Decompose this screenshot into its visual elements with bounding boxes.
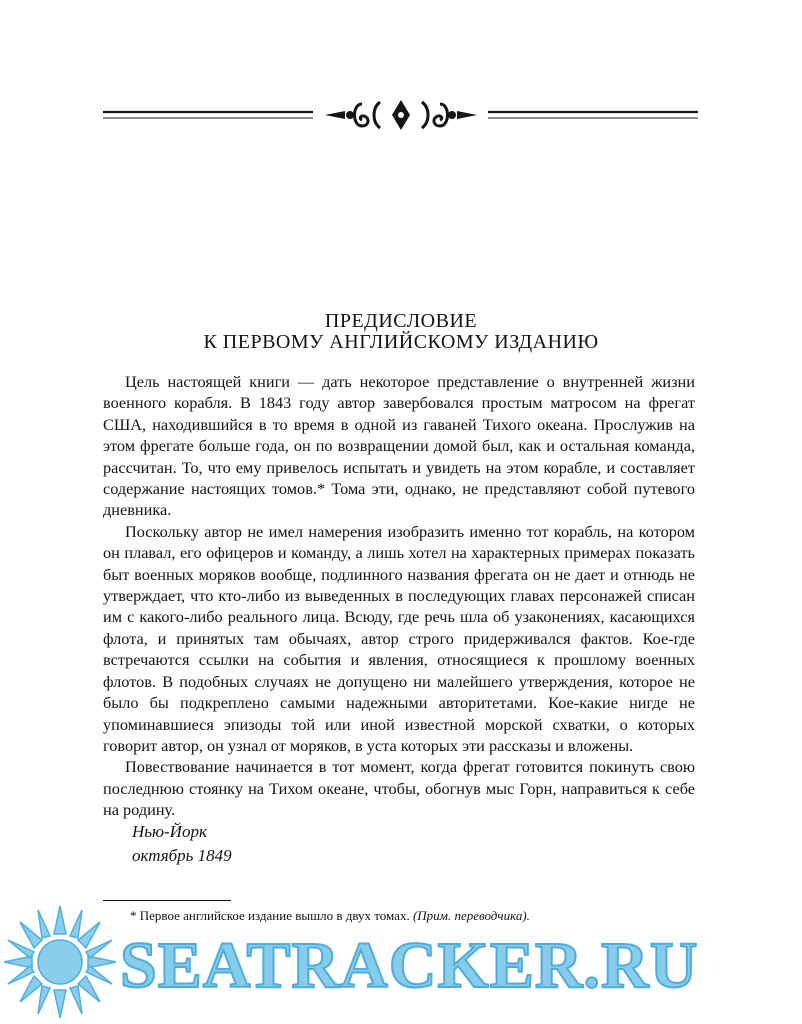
paragraph-2: Поскольку автор не имел намерения изобразить именно тот корабль, на котором он плавал, его офицеров и команду, а лишь хотел на характерных примерах показать быт военных моряков вообще, подлинного названия фрегата он не дает и отнюдь не утверждает, что кто-либо из выведенных в последующих главах персонажей списан им с какого-либо реального лица. Всюду, где речь шла об узаконениях, касающихся флота, и принятых там обычаях, автор строго придерживался фактов. Кое-где встречаются ссылки на события и явления, относящиеся к прошлому военных флотов. В подобных случаях не допущено ни малейшего утверждения, которое не было бы подкреплено самыми надежными авторитетами. Кое-какие нигде не упоминавшиеся эпизоды той или иной известной морской схватки, о которых говорит автор, он узнал от моряков, в уста которых эти рассказы и вложены.: [103, 521, 695, 755]
decorative-ornament: [0, 92, 802, 142]
signature-block: [132, 820, 232, 868]
signature-date: октябрь 1849: [132, 846, 232, 865]
signature-place: Нью-Йорк: [132, 822, 207, 841]
preface-body: [103, 371, 695, 821]
footnote-text: * Первое английское издание вышло в двух томах.: [130, 908, 410, 923]
paragraph-3: Повествование начинается в тот момент, когда фрегат готовится покинуть свою последнюю стоянку на Тихом океане, чтобы, обогнув мыс Горн, направиться к себе на родину.: [103, 757, 695, 820]
watermark-text: SEATRACKER.RU: [120, 929, 699, 1002]
page-title: ПРЕДИСЛОВИЕ: [324, 310, 478, 332]
footnote-note: (Прим. переводчика).: [412, 908, 530, 923]
paragraph-1: Цель настоящей книги — дать некоторое представление о внутренней жизни военного корабля. В 1843 году автор завербовался простым матросом на фрегат США, находившийся в то время в одной из гаваней Тихого океана. Прослужив на этом фрегате больше года, он по возвращении домой был, как и остальная команда, рассчитан. То, что ему привелось испытать и увидеть на этом корабле, и составляет содержание настоящих томов.* Тома эти, однако, не представляют собой путевого дневника.: [103, 372, 695, 520]
page-subtitle: К ПЕРВОМУ АНГЛИЙСКОМУ ИЗДАНИЮ: [203, 331, 599, 353]
